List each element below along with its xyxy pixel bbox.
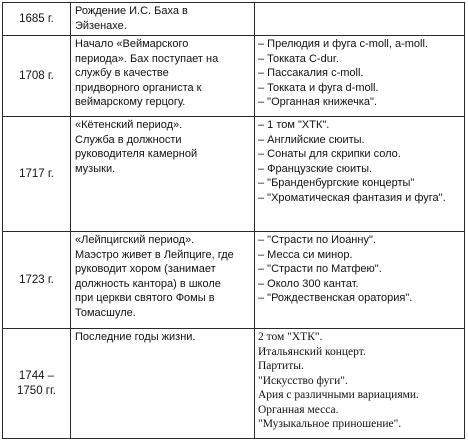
year-cell [3,117,71,232]
work-item: – 1 том "ХТК". [258,119,330,131]
work-item: – "Хроматическая фантазия и фуга". [258,191,446,204]
work-item: – Токката и фуга d-moll. [258,81,379,94]
works-cell [255,329,465,439]
works-cell [255,232,465,329]
description-cell [71,3,255,36]
work-item: "Искусство фуги". [258,374,348,387]
table-row [3,117,465,232]
works-cell [255,36,465,117]
work-item: – "Страсти по Матфею". [258,263,382,275]
year-cell [3,36,71,117]
work-item: – "Страсти по Иоанну". [258,234,376,246]
description-line: «Кётенский период». [75,119,183,131]
works-cell [255,117,465,232]
description-line: должность кантора) в школе [75,277,221,290]
work-item: – Токката C-dur. [258,52,339,65]
work-item: – Английские сюиты. [258,133,365,146]
description-cell [71,117,255,232]
description-cell [71,36,255,117]
work-item: "Музыкальное приношение". [258,418,402,430]
table-row [3,232,465,329]
year-text: 1723 г. [19,273,54,286]
work-item: – "Рождественская оратория". [258,292,413,304]
year-text: 1685 г. [19,12,54,25]
work-item: 2 том "ХТК". [258,331,323,343]
description-line: музыки. [75,162,116,175]
description-line: Эйзенахе. [75,19,127,32]
work-item: Итальянский концерт. [258,345,366,358]
work-item: – Сонаты для скрипки соло. [258,148,401,160]
work-item: – Французские сюиты. [258,162,373,175]
works-cell [255,3,465,36]
description-line: веймарскому герцогу. [75,96,186,108]
work-item: – Месса си минор. [258,248,353,261]
description-line: Томасшуле. [75,306,136,319]
year-text: 1708 г. [19,69,54,82]
year-cell [3,232,71,329]
work-item: Партиты. [258,360,304,372]
description-line: Рождение И.С. Баха в [75,5,188,17]
year-cell [3,3,71,36]
table-row [3,329,465,439]
description-line: службу в качестве [75,67,169,79]
work-item: – "Бранденбургские концерты" [258,177,415,189]
description-line: Начало «Веймарского [75,38,189,50]
description-line: руководит хором (занимает [75,263,216,275]
work-item: Органная месса. [258,403,339,416]
description-cell [71,232,255,329]
description-line: периода». Бах поступает на [75,52,219,65]
description-line: при церкви святого Фомы в [75,292,215,304]
description-line: Последние годы жизни. [75,331,196,343]
work-item: – Пассакалия c-moll. [258,67,364,79]
description-line: Служба в должности [75,133,182,146]
work-item: – Около 300 кантат. [258,277,359,290]
work-item: – "Органная книжечка". [258,96,377,108]
table-row [3,36,465,117]
description-cell [71,329,255,439]
description-line: руководителя камерной [75,148,198,160]
description-line: Маэстро живет в Лейпциге, где [75,248,234,261]
year-text: 1744 – 1750 гг. [17,370,56,397]
bach-biography-table [2,2,465,439]
work-item: – Прелюдия и фуга c-moll, a-moll. [258,38,428,50]
description-line: «Лейпцигский период». [75,234,195,246]
table-row [3,3,465,36]
description-line: придворного органиста к [75,81,202,94]
year-cell [3,329,71,439]
year-text: 1717 г. [19,167,54,180]
work-item: Ария с различными вариациями. [258,389,419,401]
